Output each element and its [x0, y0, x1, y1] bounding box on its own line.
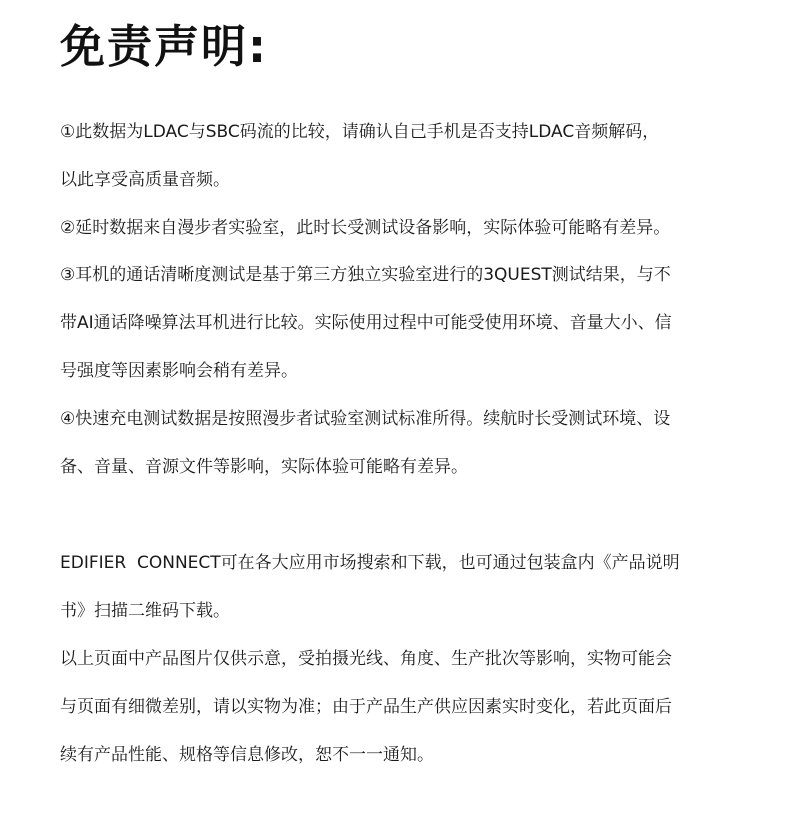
- product-image-notice-line: 续有产品性能、规格等信息修改，恕不一一通知。: [60, 745, 434, 765]
- disclaimer-line: ②延时数据来自漫步者实验室，此时长受测试设备影响，实际体验可能略有差异。: [60, 218, 671, 238]
- disclaimer-line: 号强度等因素影响会稍有差异。: [60, 361, 298, 381]
- disclaimer-line: 备、音量、音源文件等影响，实际体验可能略有差异。: [60, 457, 468, 477]
- connect-app-line: 书》扫描二维码下载。: [60, 601, 230, 621]
- disclaimer-line: 以此享受高质量音频。: [60, 170, 230, 190]
- product-image-notice-line: 以上页面中产品图片仅供示意，受拍摄光线、角度、生产批次等影响，实物可能会: [60, 649, 672, 669]
- disclaimer-line: ④快速充电测试数据是按照漫步者试验室测试标准所得。续航时长受测试环境、设: [60, 409, 671, 429]
- disclaimer-line: ③耳机的通话清晰度测试是基于第三方独立实验室进行的3QUEST测试结果，与不: [60, 265, 671, 285]
- product-image-notice-line: 与页面有细微差别，请以实物为准；由于产品生产供应因素实时变化，若此页面后: [60, 697, 672, 717]
- disclaimer-line: 带AI通话降噪算法耳机进行比较。实际使用过程中可能受使用环境、音量大小、信: [60, 313, 672, 333]
- page-title: 免责声明:: [60, 20, 268, 73]
- disclaimer-line: ①此数据为LDAC与SBC码流的比较，请确认自己手机是否支持LDAC音频解码，: [60, 122, 660, 142]
- connect-app-line: EDIFIER CONNECT可在各大应用市场搜索和下载，也可通过包装盒内《产品说明: [60, 553, 680, 573]
